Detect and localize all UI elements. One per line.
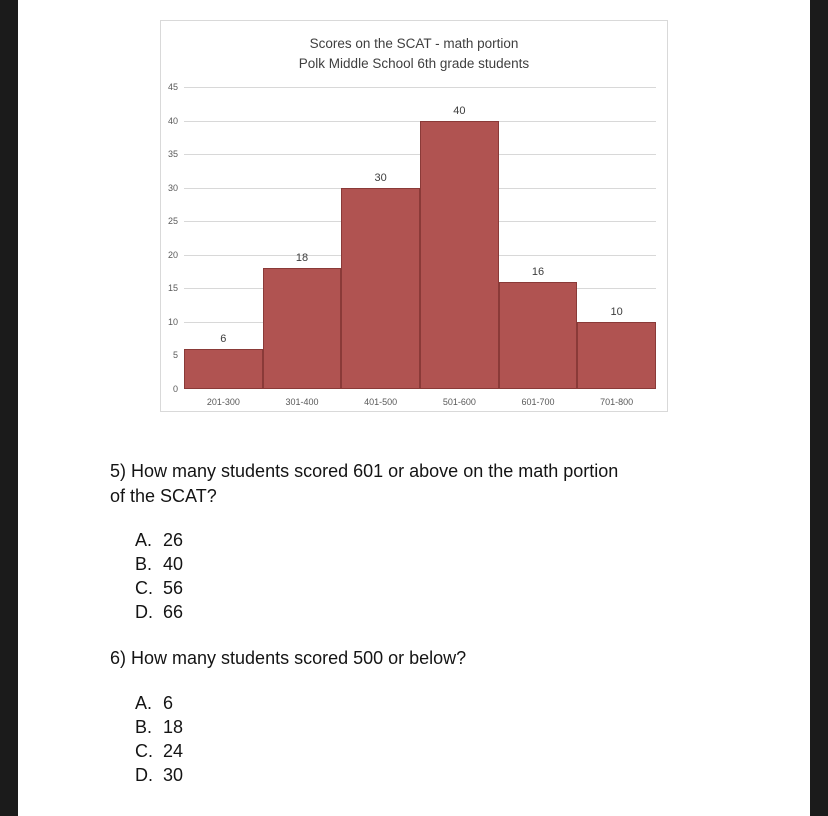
chart-title [161,34,667,74]
x-tick-label: 501-600 [442,397,476,407]
answer-option [135,763,730,787]
option-value: 18 [163,717,184,737]
x-tick-label: 201-300 [206,397,240,407]
y-axis-labels [161,82,180,394]
option-value: 24 [163,741,184,761]
option-letter: C. [135,741,153,761]
y-tick-label: 10 [167,316,178,327]
question-5-prompt [110,459,730,509]
x-tick-label: 701-800 [600,397,634,407]
option-value: 66 [163,602,184,622]
histogram-chart [160,20,668,412]
answer-option [135,528,730,552]
y-tick-label: 35 [167,149,178,160]
question-5-line1: 5) How many students scored 601 or above on the math portion [110,461,619,481]
y-tick-label: 45 [167,82,178,92]
right-frame-bar [810,0,828,816]
question-5-line2: of the SCAT? [110,486,217,506]
option-value: 56 [163,578,184,598]
answer-option [135,552,730,576]
x-tick-label: 301-400 [285,397,319,407]
x-axis-labels [184,397,656,411]
option-letter: A. [135,530,153,550]
y-tick-label: 20 [167,249,178,260]
question-6 [110,646,730,787]
left-frame-bar [0,0,18,816]
answer-option [135,715,730,739]
bar-701-800 [577,322,656,389]
y-tick-label: 15 [167,283,178,294]
option-value: 26 [163,530,184,550]
data-label: 30 [374,171,387,184]
option-value: 30 [163,765,184,785]
plot-area [184,87,656,389]
bar-401-500 [341,188,420,389]
option-letter: A. [135,693,153,713]
answer-option [135,576,730,600]
bar-301-400 [263,268,342,389]
question-6-line1: 6) How many students scored 500 or below? [110,648,467,668]
answer-option [135,739,730,763]
chart-title-line2: Polk Middle School 6th grade students [298,56,530,71]
question-6-options [135,691,730,787]
option-value: 6 [163,693,174,713]
y-tick-label: 30 [167,182,178,193]
option-letter: B. [135,717,153,737]
data-label: 40 [453,104,466,117]
y-tick-label: 40 [167,115,178,126]
answer-option [135,600,730,624]
bar-501-600 [420,121,499,389]
option-letter: D. [135,765,153,785]
question-6-prompt [110,646,730,671]
y-tick-label: 25 [167,216,178,227]
question-5-options [135,528,730,624]
bar-201-300 [184,349,263,389]
option-value: 40 [163,554,184,574]
x-tick-label: 401-500 [364,397,398,407]
data-label: 6 [220,332,227,345]
chart-title-line1: Scores on the SCAT - math portion [309,36,519,51]
y-tick-label: 5 [172,350,178,361]
gridline [184,87,656,88]
data-label: 16 [531,265,545,278]
option-letter: D. [135,602,153,622]
y-tick-label: 0 [172,384,178,394]
question-5 [110,459,730,624]
option-letter: B. [135,554,153,574]
data-label: 18 [295,252,309,265]
option-letter: C. [135,578,153,598]
x-tick-label: 601-700 [521,397,555,407]
data-label: 10 [610,305,623,318]
bar-601-700 [499,282,578,389]
answer-option [135,691,730,715]
